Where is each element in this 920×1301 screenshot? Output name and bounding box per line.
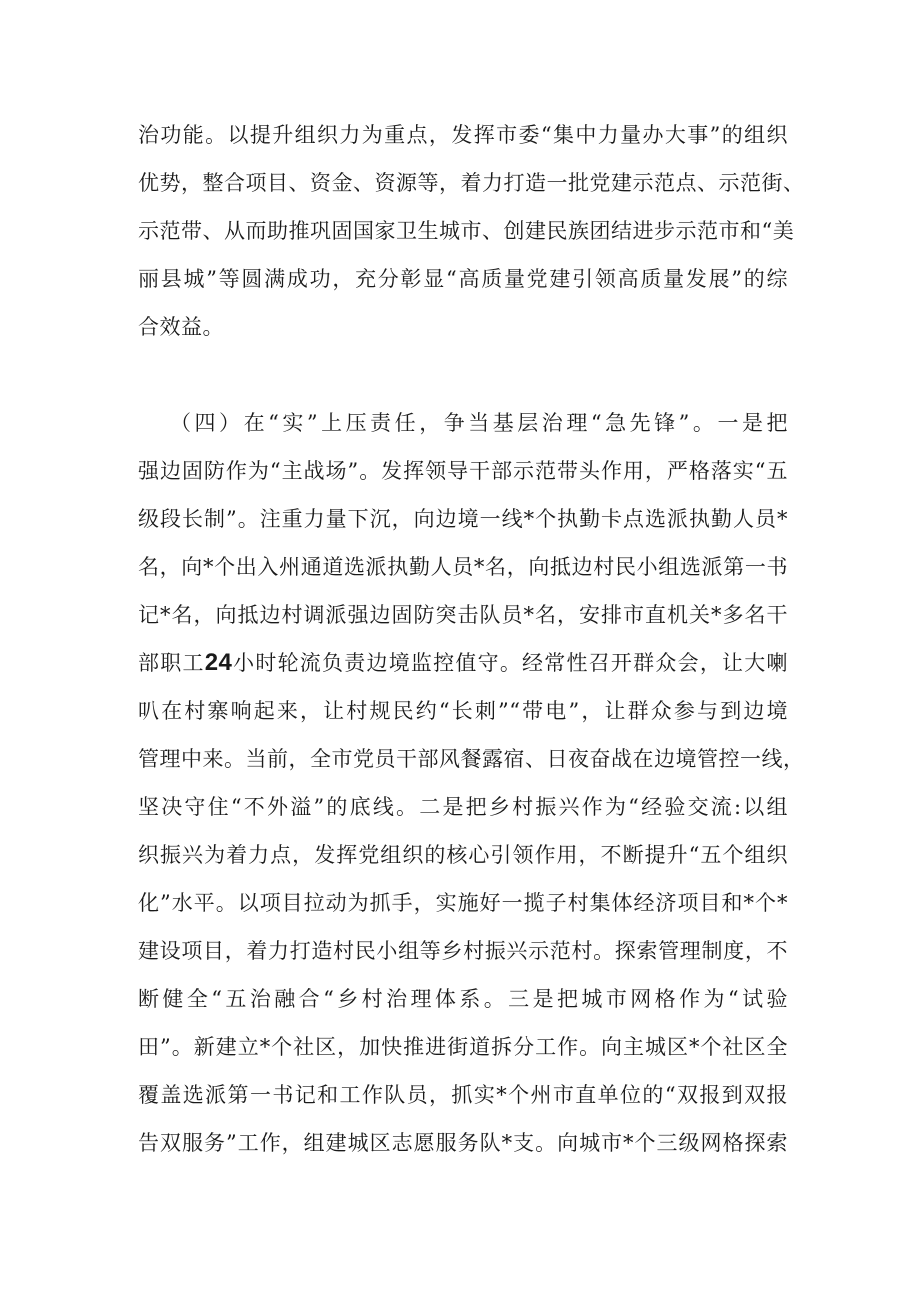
text-line: 织振兴为着力点，发挥党组织的核心引领作用，不断提升“五个组织 — [138, 843, 788, 867]
section-heading-line: （四）在“实”上压责任，争当基层治理“急先锋”。一是把 — [170, 411, 788, 435]
text-line: 建设项目，着力打造村民小组等乡村振兴示范村。探索管理制度，不 — [138, 939, 788, 963]
text-line: 管理中来。当前，全市党员干部风餐露宿、日夜奋战在边境管控一线， — [138, 747, 805, 771]
text-line: 田”。新建立*个社区，加快推进街道拆分工作。向主城区*个社区全 — [138, 1035, 788, 1059]
text-line: 名，向*个出入州通道选派执勤人员*名，向抵边村民小组选派第一书 — [138, 555, 788, 579]
text-line: 级段长制”。注重力量下沉，向边境一线*个执勤卡点选派执勤人员* — [138, 507, 788, 531]
text-line: 合效益。 — [138, 315, 224, 339]
text-line: 部职工24小时轮流负责边境监控值守。经常性召开群众会，让大喇 — [138, 649, 789, 676]
text-line: 丽县城”等圆满成功，充分彰显“高质量党建引领高质量发展”的综 — [138, 267, 788, 291]
text-line: 强边固防作为“主战场”。发挥领导干部示范带头作用，严格落实“五 — [138, 459, 788, 483]
text-line: 治功能。以提升组织力为重点，发挥市委“集中力量办大事”的组织 — [138, 123, 788, 147]
text-line: 优势，整合项目、资金、资源等，着力打造一批党建示范点、示范街、 — [138, 171, 805, 195]
text-line: 断健全“五治融合“乡村治理体系。三是把城市网格作为“试验 — [138, 987, 788, 1011]
text-line: 叭在村寨响起来，让村规民约“长刺”“带电”，让群众参与到边境 — [138, 699, 788, 723]
text-line: 告双服务”工作，组建城区志愿服务队*支。向城市*个三级网格探索 — [138, 1131, 788, 1155]
text-line: 化”水平。以项目拉动为抓手，实施好一揽子村集体经济项目和*个* — [138, 891, 788, 915]
text-line: 示范带、从而助推巩固国家卫生城市、创建民族团结进步示范市和“美 — [138, 219, 795, 243]
number-highlight: 24 — [204, 649, 233, 676]
text-line: 覆盖选派第一书记和工作队员，抓实*个州市直单位的“双报到双报 — [138, 1083, 788, 1107]
text-line: 记*名，向抵边村调派强边固防突击队员*名，安排市直机关*多名干 — [138, 603, 788, 627]
text-line: 坚决守住“不外溢”的底线。二是把乡村振兴作为“经验交流:以组 — [138, 795, 788, 819]
paragraph-2 — [138, 399, 805, 1167]
paragraph-1 — [138, 111, 805, 351]
